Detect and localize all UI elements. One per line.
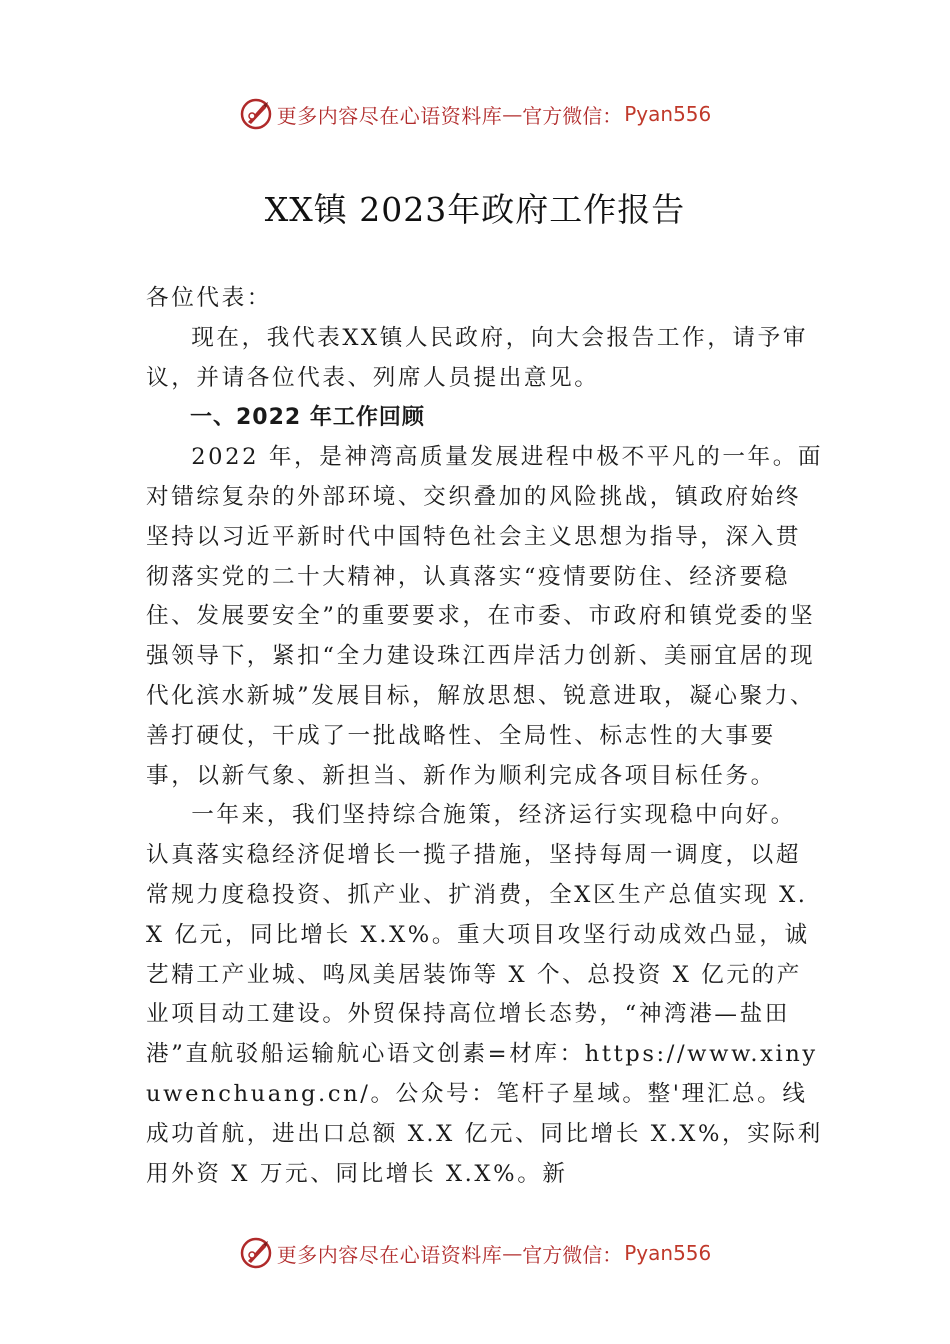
banner-separator: — <box>502 1241 523 1265</box>
document-body <box>146 279 826 1194</box>
paragraph-review: 2022 年，是神湾高质量发展进程中极不平凡的一年。面对错综复杂的外部环境、交织叠加的风险挑战，镇政府始终坚持以习近平新时代中国特色社会主义思想为指导，深入贯彻落实党的二十大精神，认真落实“疫情要防住、经济要稳住、发展要安全”的重要要求，在市委、市政府和镇党委的坚强领导下，紧扣“全力建设珠江西岸活力创新、美丽宜居的现代化滨水新城”发展目标，解放思想、锐意进取，凝心聚力、善打硬仗，干成了一批战略性、全局性、标志性的大事要事，以新气象、新担当、新作为顺利完成各项目标任务。 <box>146 444 824 789</box>
wechat-id: Pyan556 <box>624 1241 712 1265</box>
paragraph-economy-detail: 认真落实稳经济促增长一揽子措施，坚持每周一调度，以超常规力度稳投资、抓产业、扩消费，全X区生产总值实现 X.X 亿元，同比增长 X.X%。重大项目攻坚行动成效凸显，诚艺精工产业城、鸣凤美居装饰等 X 个、总投资 X 亿元的产业项目动工建设。外贸保持高位增长态势，“神湾港—盐田港”直航驳船运输航心语文创素=材库：https://www.xinyuwenchuang.cn/。公众号：笔杆子星域。整'理汇总。线成功首航，进出口总额 X.X 亿元、同比增长 X.X%，实际利用外资 X 万元、同比增长 X.X%。新 <box>146 842 823 1187</box>
intro-paragraph: 现在，我代表XX镇人民政府，向大会报告工作，请予审议，并请各位代表、列席人员提出意见。 <box>146 324 809 391</box>
paragraph-economy-lead: 一年来，我们坚持综合施策，经济运行实现稳中向好。 <box>191 802 796 829</box>
quill-logo-icon <box>239 97 273 131</box>
banner-text: 更多内容尽在心语资料库 <box>276 1242 503 1267</box>
header-banner <box>0 94 950 134</box>
banner-text: 更多内容尽在心语资料库 <box>276 103 503 128</box>
wechat-label: 官方微信： <box>522 103 623 128</box>
section-heading: 一、2022 年工作回顾 <box>190 405 425 431</box>
footer-banner <box>0 1233 950 1273</box>
wechat-label: 官方微信： <box>522 1242 623 1267</box>
banner-separator: — <box>502 102 523 126</box>
quill-logo-icon <box>239 1236 273 1270</box>
wechat-id: Pyan556 <box>624 102 712 126</box>
document-title: XX镇 2023年政府工作报告 <box>264 190 686 229</box>
greeting: 各位代表： <box>146 285 272 311</box>
